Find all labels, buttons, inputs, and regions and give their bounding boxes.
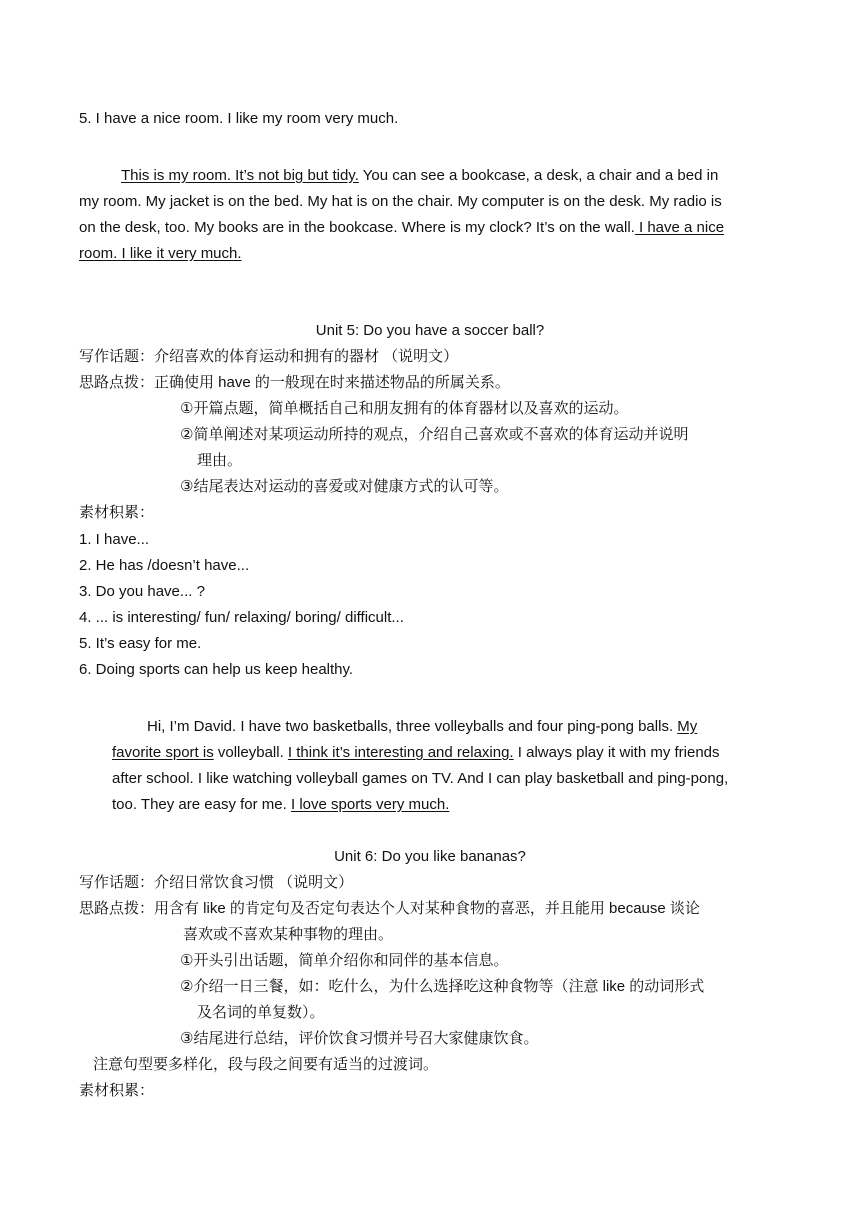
underlined-phrase: My: [677, 718, 698, 735]
sample-essay-line: too. They are easy for me. I love sports very much.: [112, 796, 450, 813]
sample-essay-line: on the desk, too. My books are in the bookcase. Where is my clock? It’s on the wall. I have a nice: [79, 219, 725, 236]
unit5-tip: 思路点拨：正确使用 have 的一般现在时来描述物品的所属关系。: [79, 374, 510, 391]
unit6-step-3: ③结尾进行总结，评价饮食习惯并号召大家健康饮食。: [180, 1030, 539, 1047]
material-item: 1. I have...: [79, 531, 150, 548]
underlined-phrase: I have a nice: [634, 219, 725, 236]
sample-essay-line: after school. I like watching volleyball games on TV. And I can play basketball and ping-pong,: [112, 770, 729, 787]
sample-essay-line: This is my room. It’s not big but tidy. You can see a bookcase, a desk, a chair and a bed in: [121, 167, 719, 184]
unit5-step-3: ③结尾表达对运动的喜爱或对健康方式的认可等。: [180, 478, 509, 495]
underlined-phrase: This is my room. It’s not big but tidy.: [121, 167, 359, 184]
unit5-step-2: ②简单阐述对某项运动所持的观点，介绍自己喜欢或不喜欢的体育运动并说明: [180, 426, 689, 443]
unit6-tip: 思路点拨：用含有 like 的肯定句及否定句表达个人对某种食物的喜恶，并且能用 because 谈论: [79, 900, 700, 917]
unit5-step-1: ①开篇点题，简单概括自己和朋友拥有的体育器材以及喜欢的运动。: [180, 400, 629, 417]
sample-essay-line: favorite sport is volleyball. I think it’s interesting and relaxing. I always play it with my friends: [112, 744, 720, 761]
underlined-phrase: favorite sport is: [112, 744, 214, 761]
unit6-step-2-cont: 及名词的单复数）。: [197, 1004, 325, 1021]
sample-essay-line: Hi, I’m David. I have two basketballs, three volleyballs and four ping-pong balls. My: [147, 718, 698, 735]
unit6-title: Unit 6: Do you like bananas?: [334, 848, 526, 865]
material-item-5: 5. I have a nice room. I like my room very much.: [79, 110, 399, 127]
unit6-materials-label: 素材积累：: [79, 1082, 155, 1099]
unit6-step-2: ②介绍一日三餐，如：吃什么，为什么选择吃这种食物等（注意 like 的动词形式: [180, 978, 705, 995]
unit6-step-1: ①开头引出话题，简单介绍你和同伴的基本信息。: [180, 952, 509, 969]
unit5-title: Unit 5: Do you have a soccer ball?: [315, 322, 545, 339]
sample-essay-line: room. I like it very much.: [79, 245, 242, 262]
unit6-topic: 写作话题：介绍日常饮食习惯 （说明文）: [79, 874, 354, 891]
unit5-topic: 写作话题：介绍喜欢的体育运动和拥有的器材 （说明文）: [79, 348, 459, 365]
material-item: 6. Doing sports can help us keep healthy.: [79, 661, 354, 678]
unit5-step-2-cont: 理由。: [197, 452, 243, 469]
material-item: 3. Do you have... ?: [79, 583, 205, 600]
material-item: 2. He has /doesn’t have...: [79, 557, 250, 574]
unit6-tip-cont: 喜欢或不喜欢某种事物的理由。: [183, 926, 394, 943]
underlined-phrase: I love sports very much.: [290, 796, 450, 813]
unit6-note: 注意句型要多样化，段与段之间要有适当的过渡词。: [93, 1056, 439, 1073]
material-item: 5. It’s easy for me.: [79, 635, 202, 652]
unit5-materials-label: 素材积累：: [79, 504, 155, 521]
underlined-phrase: I think it’s interesting and relaxing.: [287, 744, 514, 761]
material-item: 4. ... is interesting/ fun/ relaxing/ boring/ difficult...: [79, 609, 404, 626]
sample-essay-line: my room. My jacket is on the bed. My hat is on the chair. My computer is on the desk. My radio is: [79, 193, 722, 210]
